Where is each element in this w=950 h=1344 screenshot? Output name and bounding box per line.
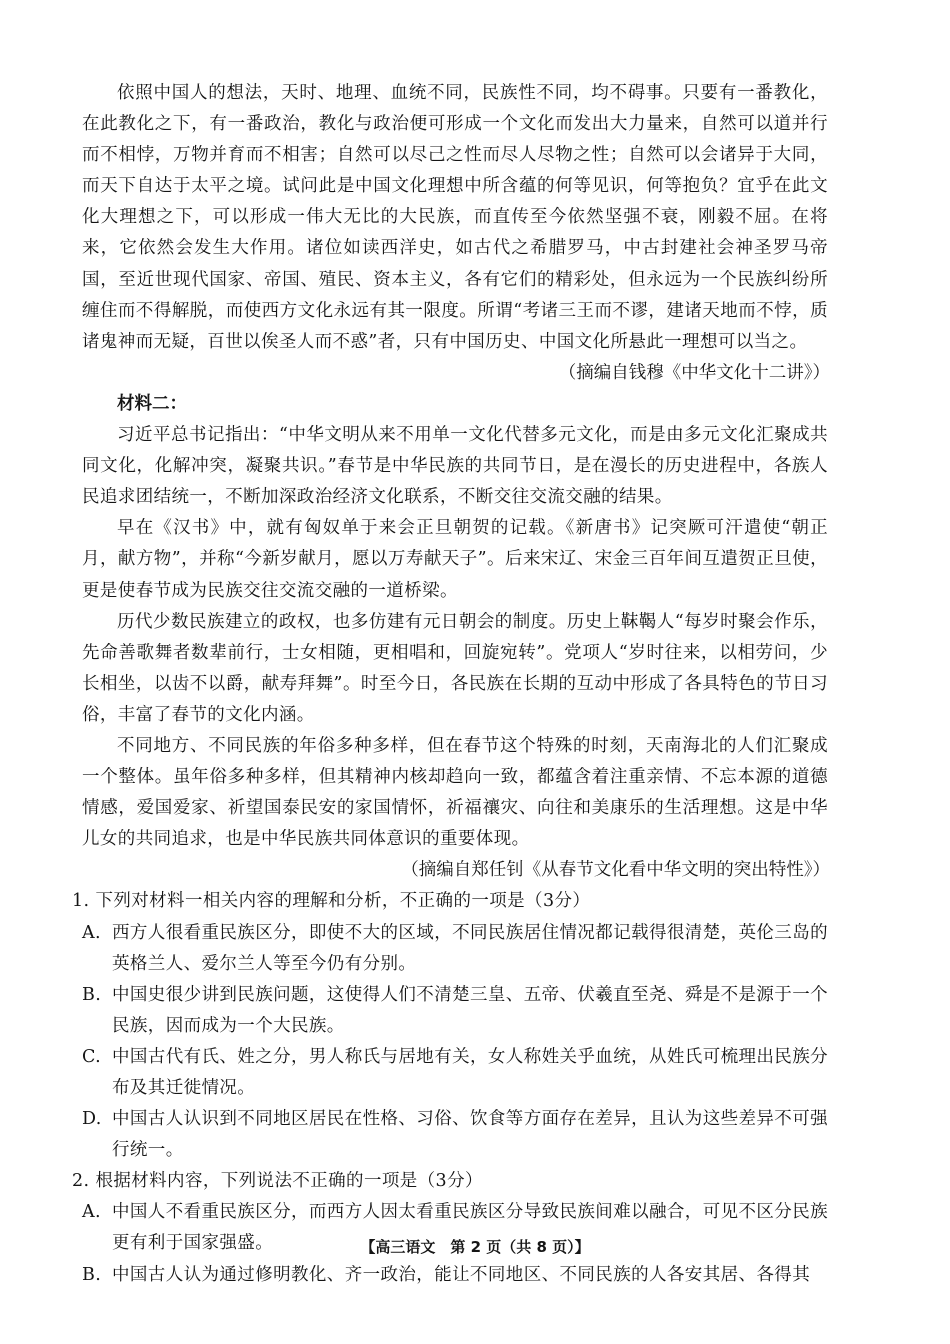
option-letter: A. [82, 922, 102, 943]
material2-paragraph-4: 不同地方、不同民族的年俗多种多样，但在春节这个特殊的时刻，天南海北的人们汇聚成一个整体。虽年俗多种多样，但其精神内核却趋向一致，都蕴含着注重亲情、不忘本源的道德情感，爱国爱家、祈望国泰民安的家国情怀，祈福禳灾、向往和美康乐的生活理想。这是中华儿女的共同追求，也是中华民族共同体意识的重要体现。 [82, 735, 828, 850]
question-1-option-d [82, 1104, 828, 1166]
question-1-option-c [82, 1042, 828, 1104]
option-text: 中国史很少讲到民族问题，这使得人们不清楚三皇、五帝、伏羲直至尧、舜是不是源于一个民族，因而成为一个大民族。 [112, 984, 828, 1036]
material2-paragraph-1: 习近平总书记指出：“中华文明从来不用单一文化代替多元文化，而是由多元文化汇聚成共同文化，化解冲突，凝聚共识。”春节是中华民族的共同节日，是在漫长的历史进程中，各族人民追求团结统一，不断加深政治经济文化联系，不断交往交流交融的结果。 [82, 425, 828, 508]
passage1-source: （摘编自钱穆《中华文化十二讲》） [558, 362, 830, 383]
option-letter: B. [82, 1264, 102, 1285]
option-text: 中国人不看重民族区分，而西方人因太看重民族区分导致民族间难以融合，可见不区分民族更有利于国家强盛。 [112, 1202, 828, 1254]
question-2-option-b [82, 1260, 828, 1291]
question-1-option-b [82, 980, 828, 1042]
option-letter: C. [82, 1046, 102, 1067]
material2-heading: 材料二： [117, 393, 187, 414]
material2-source: （摘编自郑任钊《从春节文化看中华文明的突出特性》） [401, 860, 830, 881]
material2-paragraph-3: 历代少数民族建立的政权，也多仿建有元日朝会的制度。历史上靺鞨人“每岁时聚会作乐，先命善歌舞者数辈前行，士女相随，更相唱和，回旋宛转”。党项人“岁时往来，以相劳问，少长相坐，以齿不以爵，献寿拜舞”。时至今日，各民族在长期的互动中形成了各具特色的节日习俗，丰富了春节的文化内涵。 [82, 611, 828, 725]
option-letter: D. [82, 1109, 102, 1130]
option-letter: A. [82, 1202, 102, 1223]
option-letter: B. [82, 984, 102, 1005]
option-text: 中国古代有氏、姓之分，男人称氏与居地有关，女人称姓关乎血统，从姓氏可梳理出民族分布及其迁徙情况。 [112, 1046, 828, 1098]
option-text: 西方人很看重民族区分，即使不大的区域，不同民族居住情况都记载得很清楚，英伦三岛的英格兰人、爱尔兰人等至今仍有分别。 [112, 922, 828, 974]
material2-paragraph-2: 早在《汉书》中，就有匈奴单于来会正旦朝贺的记载。《新唐书》记突厥可汗遣使“朝正月，献方物”，并称“今新岁献月，愿以万寿献天子”。后来宋辽、宋金三百年间互遣贺正旦使，更是使春节成为民族交往交流交融的一道桥梁。 [82, 518, 828, 601]
option-text: 中国古人认为通过修明教化、齐一政治，能让不同地区、不同民族的人各安其居、各得其 [112, 1264, 811, 1285]
question-2-stem: 2. 根据材料内容，下列说法不正确的一项是（3分） [72, 1171, 483, 1192]
page-footer: 【高三语文 第 2 页（共 8 页）】 [360, 1238, 590, 1256]
option-text: 中国古人认识到不同地区居民在性格、习俗、饮食等方面存在差异，且认为这些差异不可强行统一。 [112, 1109, 828, 1161]
passage1-paragraph: 依照中国人的想法，天时、地理、血统不同，民族性不同，均不碍事。只要有一番教化，在此教化之下，有一番政治，教化与政治便可形成一个文化而发出大力量来，自然可以道并行而不相悖，万物并育而不相害；自然可以尽己之性而尽人尽物之性；自然可以会诸异于大同，而天下自达于太平之境。试问此是中国文化理想中所含蕴的何等见识，何等抱负？宜乎在此文化大理想之下，可以形成一伟大无比的大民族，而直传至今依然坚强不衰，刚毅不屈。在将来，它依然会发生大作用。诸位如读西洋史，如古代之希腊罗马，中古封建社会神圣罗马帝国，至近世现代国家、帝国、殖民、资本主义，各有它们的精彩处，但永远为一个民族纠纷所缠住而不得解脱，而使西方文化永远有其一限度。所谓“考诸三王而不谬，建诸天地而不悖，质诸鬼神而无疑，百世以俟圣人而不惑”者，只有中国历史、中国文化所悬此一理想可以当之。 [82, 83, 828, 352]
question-1-stem: 1. 下列对材料一相关内容的理解和分析，不正确的一项是（3分） [72, 891, 591, 912]
question-1-option-a [82, 918, 828, 980]
